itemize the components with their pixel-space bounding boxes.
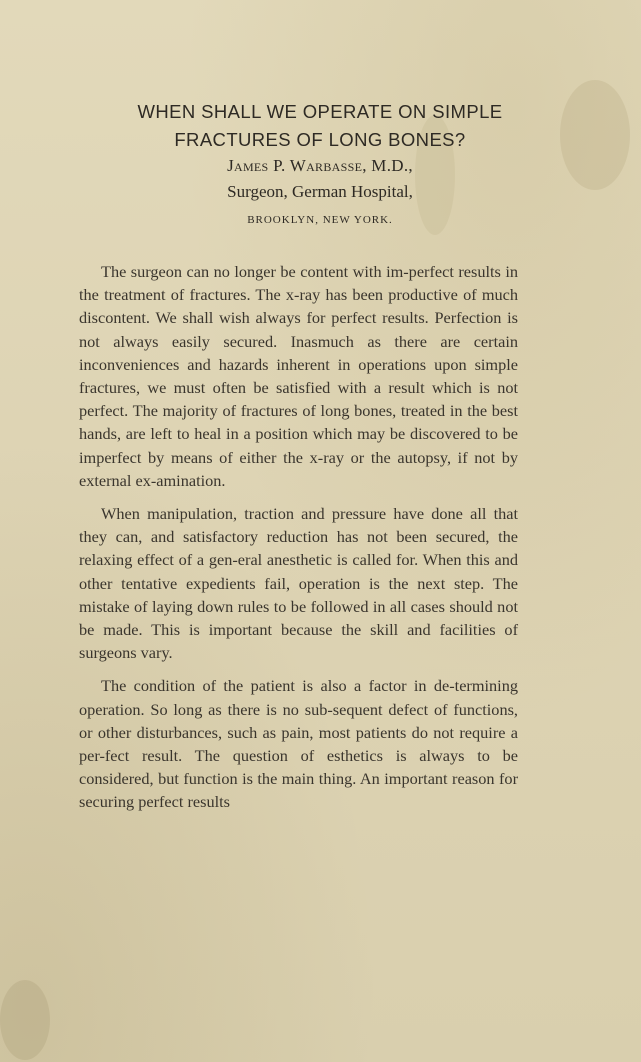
paper-stain <box>0 980 50 1060</box>
article-title-line-1: WHEN SHALL WE OPERATE ON SIMPLE <box>137 101 503 122</box>
body-paragraph-3: The condition of the patient is also a factor in de-termining operation. So long as there is no sub-sequent defect of functions, or other disturbances, such as pain, most patients do not require a per-fect result. The question of esthetics is always to be considered, but function is the main thing. An important reason for securing perfect results <box>79 676 518 812</box>
article-body <box>79 260 518 814</box>
article-title-line-2: FRACTURES OF LONG BONES? <box>174 129 466 150</box>
body-paragraph-2: When manipulation, traction and pressure have done all that they can, and satisfactory reduction has not been secured, the relaxing effect of a gen-eral anesthetic is called for. When this and other tentative expedients fail, operation is the next step. The mistake of laying down rules to be followed in all cases should not be made. This is important because the skill and facilities of surgeons vary. <box>79 504 518 663</box>
author-role: Surgeon, German Hospital, <box>227 182 413 201</box>
body-paragraph-1: The surgeon can no longer be content with im-perfect results in the treatment of fractures. The x-ray has been productive of much discontent. We shall wish always for perfect results. Perfection is not always easily secured. Inasmuch as there are certain inconveniences and hazards inherent in operations upon simple fractures, we must often be satisfied with a result which is not perfect. The majority of fractures of long bones, treated in the best hands, are left to heal in a position which may be discovered to be imperfect by means of either the x-ray or the autopsy, if not by external ex-amination. <box>79 262 518 490</box>
author-name: James P. Warbasse, M.D., <box>227 156 413 175</box>
author-location: BROOKLYN, NEW YORK. <box>247 214 393 226</box>
